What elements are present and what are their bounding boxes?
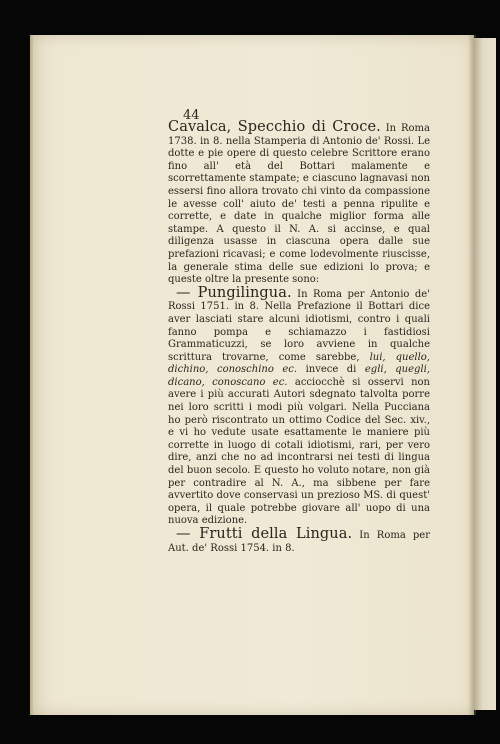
entry-body: invece di [305,364,357,376]
page-number: 44 [183,108,200,123]
entry-body: Le dotte e pie opere di questo celebre Scrittore erano fino all' età del Bottari malamente e scorrettamente stampate; e ciascuno lagnavasi non essersi fino allora trovato chi vinto da compassione le avesse coll' aiuto de' testi a penna ripulite e corrette, e date in qualche miglior forma alle stampe. A questo il N. A. si accinse, e qual diligenza usasse in ciascuna opera dalle sue prefazioni ricavasi; e come lodevolmente riuscisse, la generale stima delle sue edizioni lo prova; e queste oltre la presente sono: [168,135,431,286]
entry-frutti [168,528,430,555]
entry-imprint: In Roma per Aut. de' Rossi 1754. in 8. [168,530,430,554]
entry-title: — Pungilingua. [176,284,292,301]
entry-imprint: In Roma per Antonio de' Rossi 1751. in 8. [168,288,430,313]
entry-cavalca [168,121,430,287]
entry-body: Nella Prefazione il Bottari dice aver lasciati stare alcuni idiotismi, contro i quali fanno pompa e schiamazzo i fastidiosi Grammaticuzzi, se loro avviene in qualche scrittura trovarne, come sarebbe, [168,301,430,363]
text-block [168,107,430,555]
entry-italic-examples: lui, quello, dichino, conoschino ec. [168,351,430,376]
entry-title: — Frutti della Lingua. [176,526,353,542]
entry-imprint: In Roma 1738. in 8. nella Stamperia di Antonio de' Rossi. [168,123,430,147]
entry-title: Cavalca, Specchio di Croce. [168,119,381,135]
entry-body: acciocchè si osservi non avere i più accurati Autori sdegnato talvolta porre nei loro scritti i modi più volgari. Nella Pucciana ho però riscontrato un ottimo Codice del Sec. xiv., e vi ho vedute usate esattamente le maniere più corrette in luogo di cotali idiotismi, rari, per vero dire, anzi che no ad incontrarsi nei testi di lingua del buon secolo. E questo ho voluto notare, non già per contradire al N. A., ma sibbene per fare avvertito dove conservasi un prezioso MS. di quest' opera, il quale potrebbe giovare all' uopo di una nuova edizione. [168,376,430,527]
entry-italic-examples: egli, quegli, dicano, conoscano ec. [168,364,430,388]
facing-page-edge [474,38,496,710]
entry-pungilingua [168,284,430,528]
